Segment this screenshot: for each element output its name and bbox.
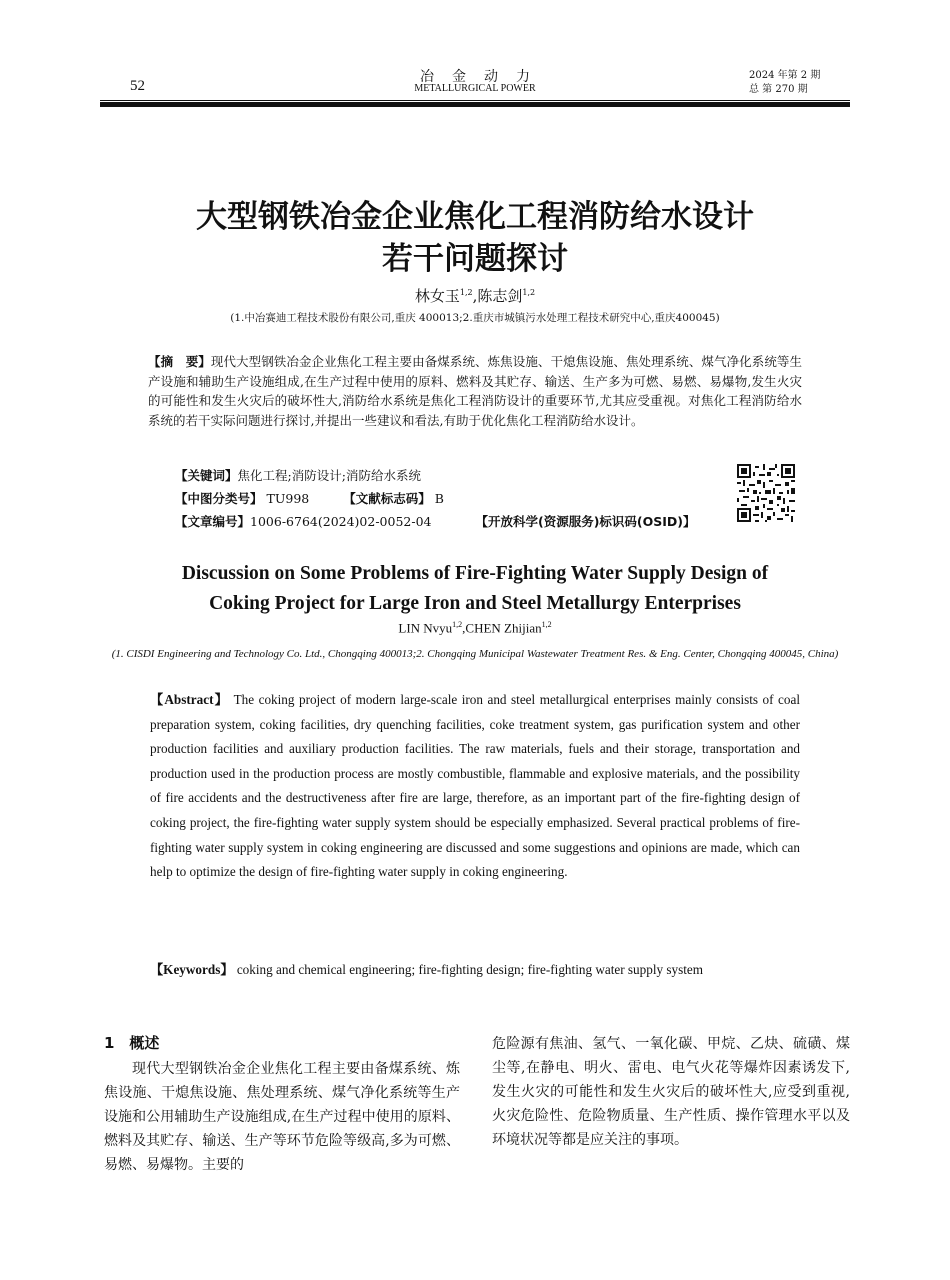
keywords-cn-label: 【关键词】 <box>175 468 238 483</box>
section-1-left-column: 现代大型钢铁冶金企业焦化工程主要由备煤系统、炼焦设施、干熄焦设施、焦处理系统、煤气净化系统等生产设施和公用辅助生产设施组成,在生产过程中使用的原料、燃料及其贮存、输送、生产等环节危险等级高,多为可燃、易燃、易爆物。主要的 <box>104 1061 460 1173</box>
section-1-right-column: 危险源有焦油、氢气、一氧化碳、甲烷、乙炔、硫磺、煤尘等,在静电、明火、雷电、电气火花等爆炸因素诱发下,发生火灾的可能性和发生火灾后的破坏性大,应受到重视,火灾危险性、危险物质量、生产性质、操作管理水平以及环境状况等都是应关注的事项。 <box>492 1036 850 1148</box>
author-separator-en: , <box>462 620 466 636</box>
journal-title-cn: 冶金动力 <box>420 69 548 85</box>
osid-qr-code[interactable] <box>737 464 795 522</box>
author-1-cn-affil: 1,2 <box>459 288 473 297</box>
clc-label: 【中图分类号】 <box>175 491 263 506</box>
issue-line-1: 2024 年第 2 期 <box>749 70 821 81</box>
title-en-line-2: Coking Project for Large Iron and Steel Metallurgy Enterprises <box>209 593 741 614</box>
authors-en <box>0 620 950 636</box>
paper-title-en <box>0 559 950 619</box>
paper-title-cn <box>0 196 950 280</box>
clc-value: TU998 <box>262 491 310 506</box>
journal-title-en: METALLURGICAL POWER <box>414 83 536 94</box>
author-2-cn-affil: 1,2 <box>522 288 536 297</box>
issue-info <box>749 69 820 97</box>
article-no-value: 1006-6764(2024)02-0052-04 <box>250 514 432 529</box>
header-rule-thin <box>100 100 850 101</box>
affiliation-en: (1. CISDI Engineering and Technology Co. Ltd., Chongqing 400013;2. Chongqing Municipal Wastewater Treatment Res. & Eng. Center, Chongqing 400045, China) <box>111 648 839 660</box>
keywords-en-label: 【Keywords】 <box>150 962 234 977</box>
keywords-cn-text: 焦化工程;消防设计;消防给水系统 <box>237 468 421 483</box>
abstract-en-text: The coking project of modern large-scale iron and steel metallurgical enterprises mainly consists of coal preparation system, coking facilities, dry quenching facilities, coke treatment system, gas purification system and other production facilities and auxiliary production facilities. The raw materials, fuels and their storage, transportation and production used in the production process are mostly combustible, flammable and explosive materials, and the possibility of fire accidents and the destructiveness after fire are large, therefore, as an important part of the fire-fighting design of coking project, the fire-fighting water supply system should be especially emphasized. Several practical problems of fire-fighting water supply system in coking engineering are discussed and some suggestions and opinions are made, which can help to optimize the design of fire-fighting water supply in coking engineering. <box>150 692 801 880</box>
affiliation-cn: (1.中冶赛迪工程技术股份有限公司,重庆 400013;2.重庆市城镇污水处理工程技术研究中心,重庆400045) <box>230 312 720 324</box>
issue-line-2: 总 第 270 期 <box>749 84 808 95</box>
author-2-en: CHEN Zhijian <box>465 620 542 636</box>
keywords-en <box>150 958 800 983</box>
authors-cn <box>0 285 950 306</box>
abstract-en-label: 【Abstract】 <box>150 692 230 707</box>
classification-line <box>175 489 444 509</box>
page-number: 52 <box>130 78 145 94</box>
title-en-line-1: Discussion on Some Problems of Fire-Fighting Water Supply Design of <box>181 563 769 584</box>
abstract-en <box>150 688 800 885</box>
section-1-heading: 1 概述 <box>104 1034 160 1052</box>
author-1-en: LIN Nvyu <box>398 620 453 636</box>
doc-code-value: B <box>430 491 444 506</box>
author-1-cn: 林女玉 <box>414 287 460 305</box>
header-rule-thick <box>100 102 850 107</box>
author-separator: , <box>472 287 478 305</box>
abstract-cn-text: 现代大型钢铁冶金企业焦化工程主要由备煤系统、炼焦设施、干熄焦设施、焦处理系统、煤气净化系统等生产设施和辅助生产设施组成,在生产过程中使用的原料、燃料及其贮存、输送、生产多为可燃、易燃、易爆物,发生火灾的可能性和发生火灾后的破坏性大,消防给水系统是焦化工程消防设计的重要环节,尤其应受重视。对焦化工程消防给水系统的若干实际问题进行探讨,并提出一些建议和看法,有助于优化焦化工程消防给水设计。 <box>148 354 802 428</box>
abstract-cn <box>148 352 802 430</box>
title-cn-line-2: 若干问题探讨 <box>382 241 568 277</box>
article-number-line <box>175 512 696 532</box>
author-2-cn: 陈志剑 <box>477 287 523 305</box>
author-2-en-affil: 1,2 <box>541 620 552 629</box>
keywords-cn <box>175 466 421 486</box>
abstract-cn-label: 【摘 要】 <box>148 354 211 369</box>
osid-label: 【开放科学(资源服务)标识码(OSID)】 <box>475 514 696 529</box>
author-1-en-affil: 1,2 <box>452 620 463 629</box>
doc-code-label: 【文献标志码】 <box>343 491 431 506</box>
article-no-label: 【文章编号】 <box>175 514 251 529</box>
title-cn-line-1: 大型钢铁冶金企业焦化工程消防给水设计 <box>196 199 754 235</box>
keywords-en-text: coking and chemical engineering; fire-fighting design; fire-fighting water supply system <box>233 962 704 977</box>
